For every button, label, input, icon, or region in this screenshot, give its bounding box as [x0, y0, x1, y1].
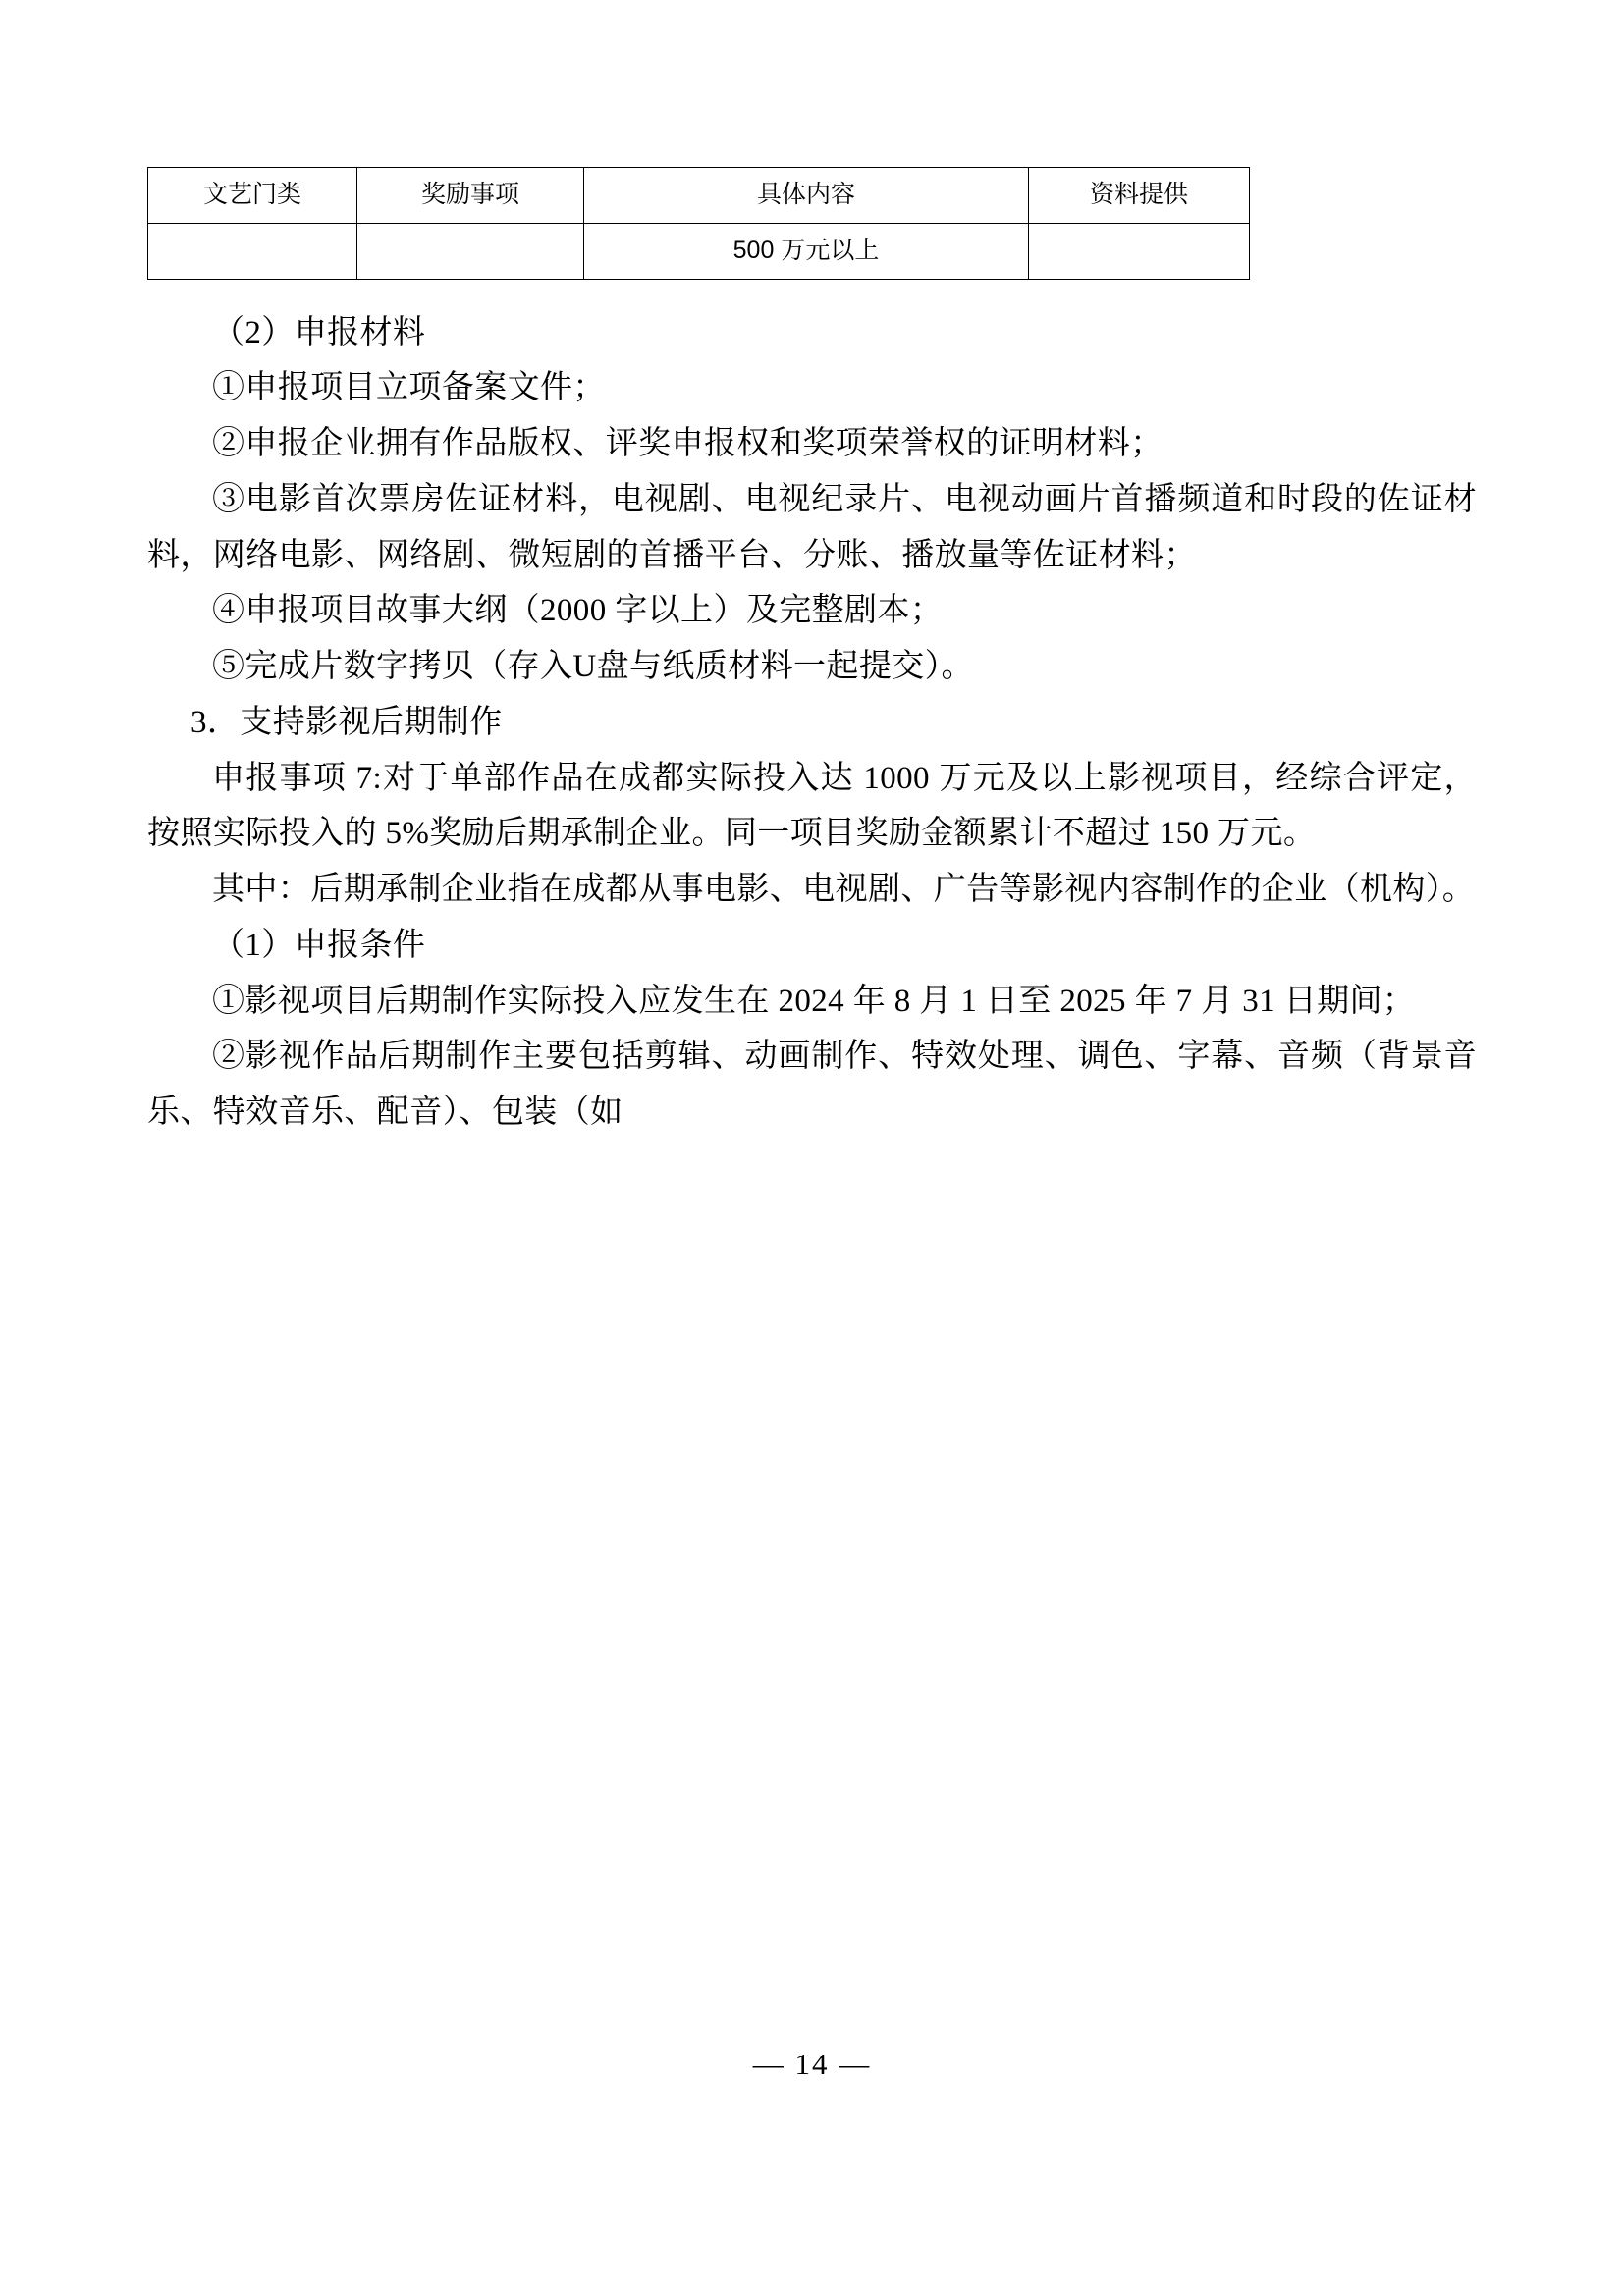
table-body	[148, 223, 1250, 279]
table-container	[147, 167, 1198, 280]
paragraph-item-2: ②申报企业拥有作品版权、评奖申报权和奖项荣誉权的证明材料；	[212, 426, 1164, 461]
paragraph-conditions-heading: （1）申报条件	[212, 927, 426, 963]
table-header	[148, 168, 1250, 224]
criteria-table	[147, 167, 1250, 280]
table-cell-reward-item	[357, 223, 584, 279]
table-header-reward-item: 奖励事项	[357, 168, 584, 224]
body-text	[147, 305, 1477, 1141]
paragraph-item-3: ③电影首次票房佐证材料，电视剧、电视纪录片、电视动画片首播频道和时段的佐证材料，网络电影、网络剧、微短剧的首播平台、分账、播放量等佐证材料；	[147, 481, 1477, 573]
table-cell-materials	[1029, 223, 1250, 279]
paragraph-section-3-heading: 3．支持影视后期制作	[190, 704, 503, 740]
table-header-row	[148, 168, 1250, 224]
paragraph-condition-1: ①影视项目后期制作实际投入应发生在 2024 年 8 月 1 日至 2025 年 7 月 31 日期间；	[212, 983, 1416, 1019]
page-number: — 14 —	[752, 2047, 872, 2081]
table-header-materials: 资料提供	[1029, 168, 1250, 224]
table-header-details: 具体内容	[584, 168, 1029, 224]
paragraph-item-1: ①申报项目立项备案文件；	[212, 370, 606, 406]
table-row	[148, 223, 1250, 279]
paragraph-condition-2: ②影视作品后期制作主要包括剪辑、动画制作、特效处理、调色、字幕、音频（背景音乐、特效音乐、配音）、包装（如	[147, 1039, 1477, 1130]
paragraph-item-4: ④申报项目故事大纲（2000 字以上）及完整剧本；	[212, 593, 944, 629]
paragraph-definition: 其中：后期承制企业指在成都从事电影、电视剧、广告等影视内容制作的企业（机构）。	[212, 872, 1476, 907]
paragraph-application-item-7: 申报事项 7:对于单部作品在成都实际投入达 1000 万元及以上影视项目，经综合评定，按照实际投入的 5%奖励后期承制企业。同一项目奖励金额累计不超过 150 万元。	[147, 760, 1477, 852]
table-cell-details: 500 万元以上	[584, 223, 1029, 279]
paragraph-item-5: ⑤完成片数字拷贝（存入U盘与纸质材料一起提交）。	[212, 649, 974, 684]
table-header-category: 文艺门类	[148, 168, 357, 224]
paragraph-application-materials-heading: （2）申报材料	[212, 314, 426, 350]
table-cell-category	[148, 223, 357, 279]
